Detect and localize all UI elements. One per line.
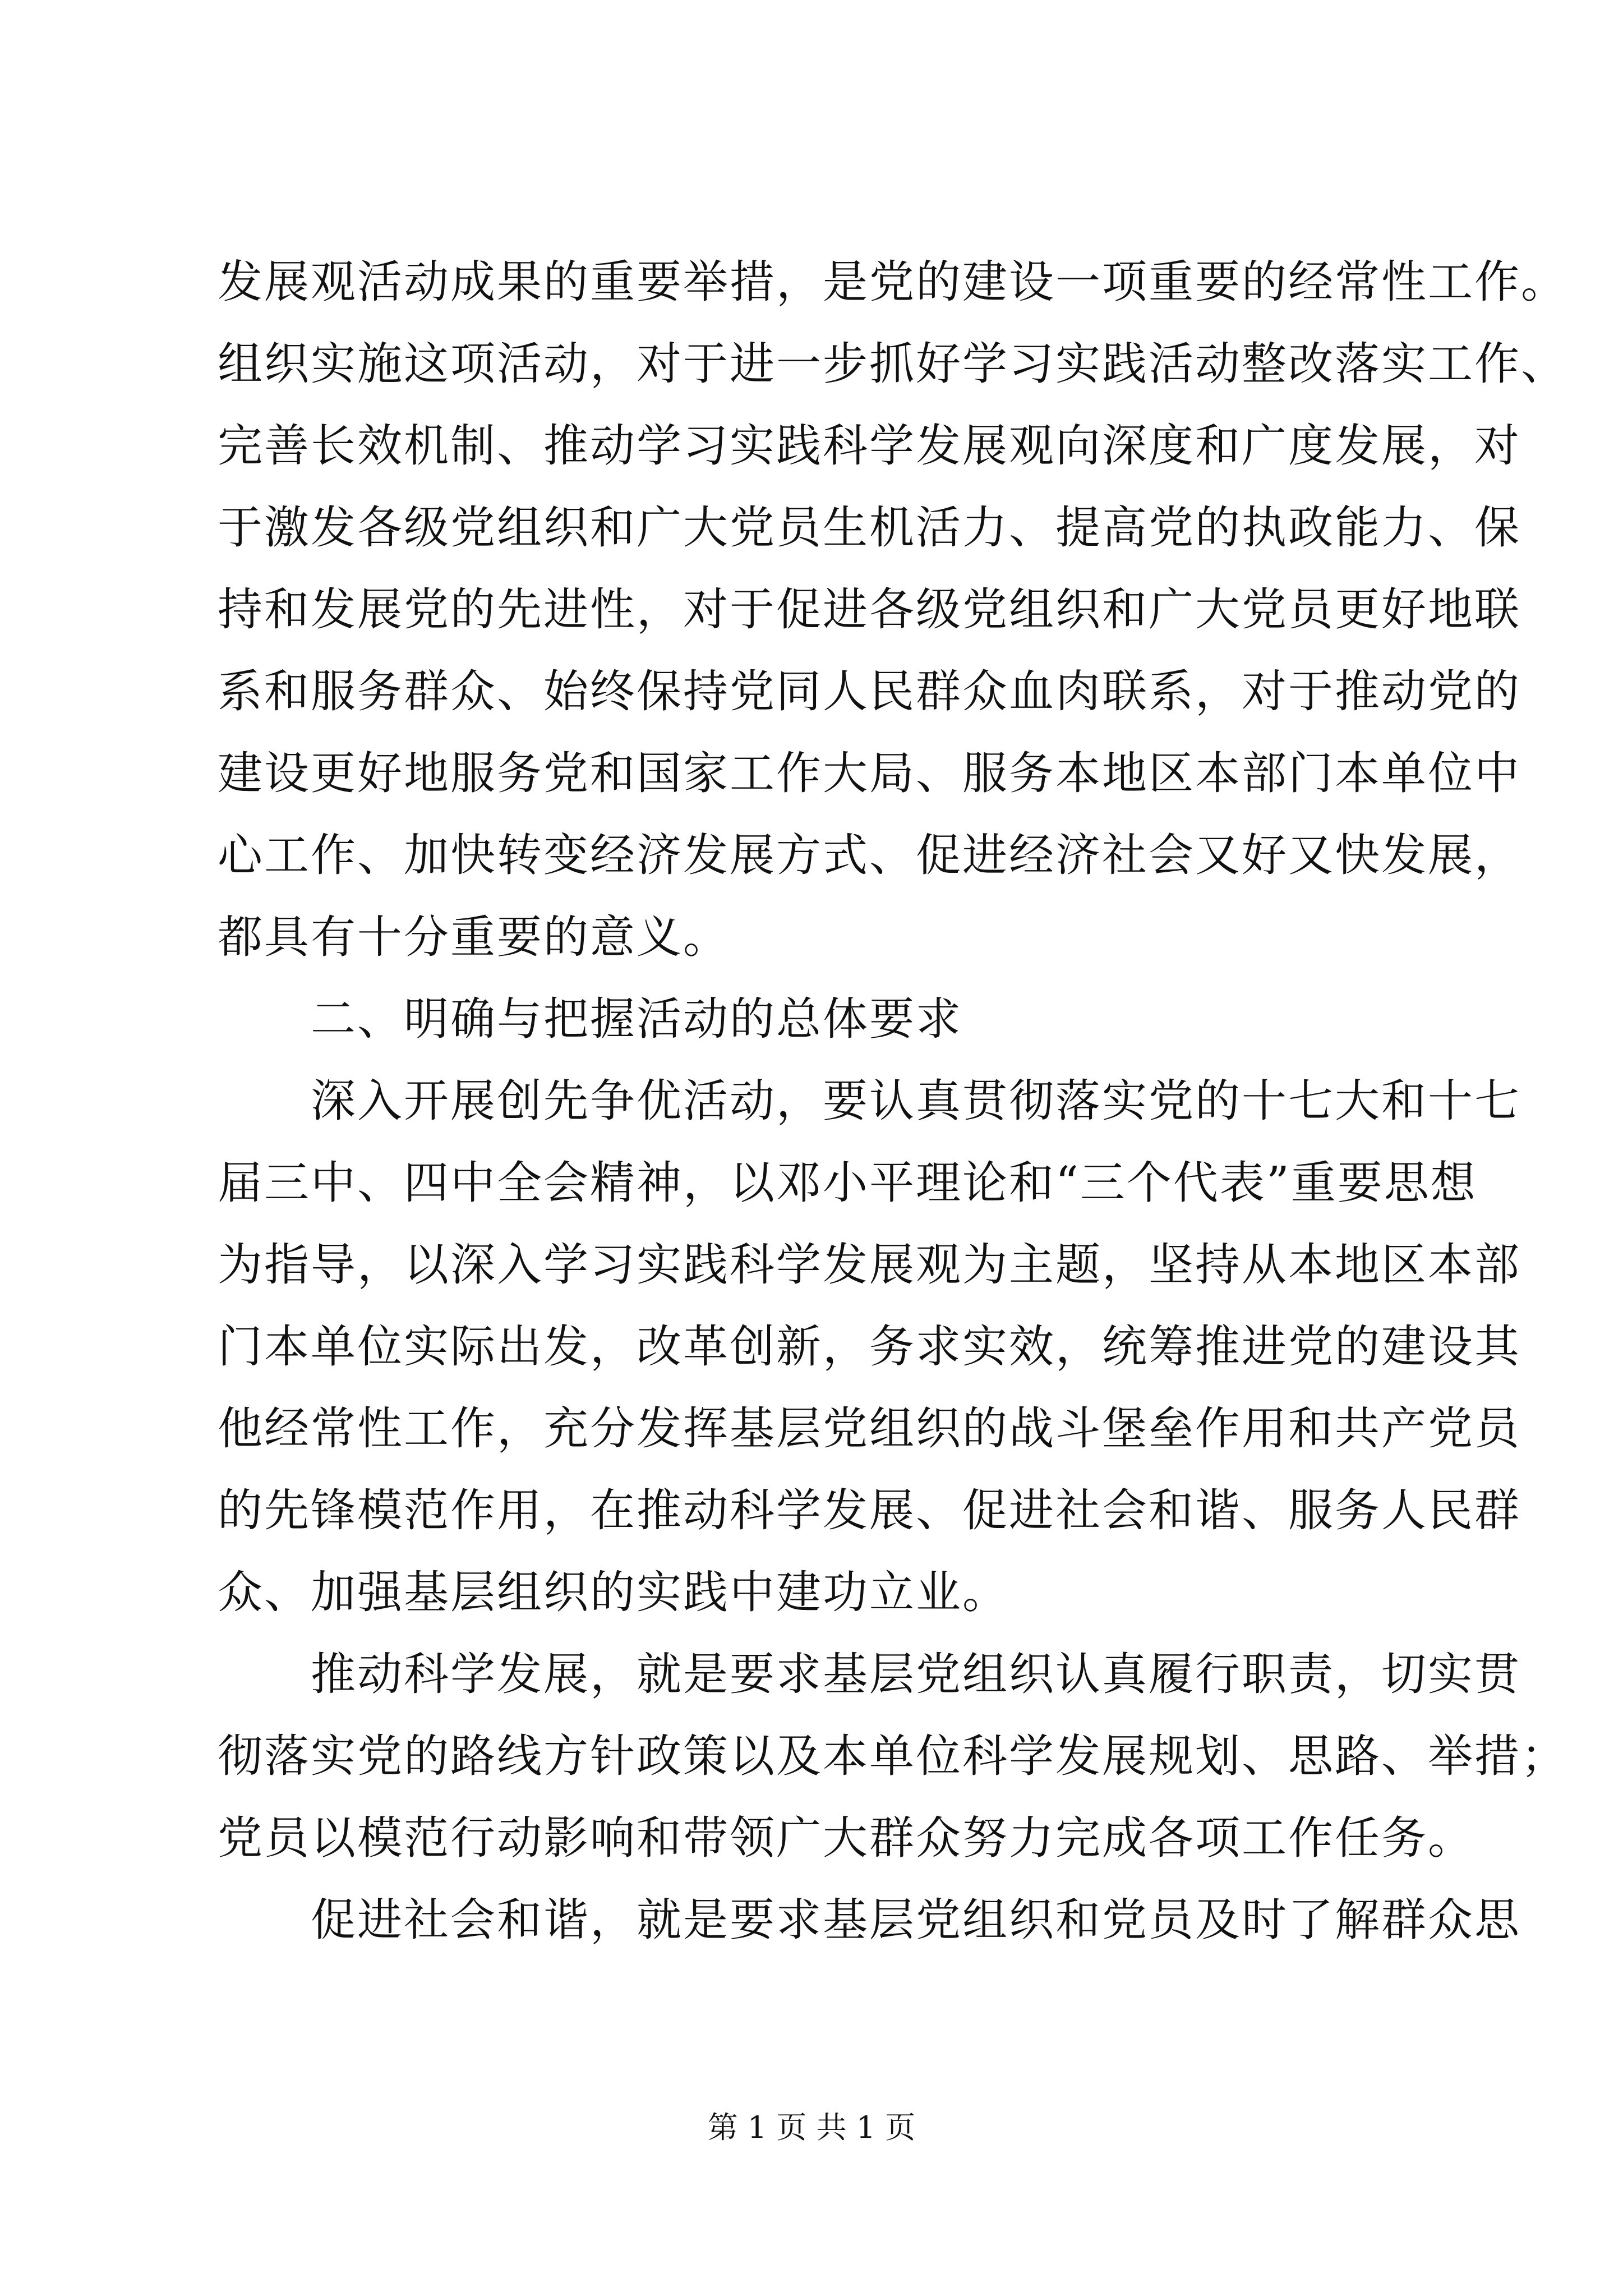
- text-line: 深入开展创先争优活动，要认真贯彻落实党的十七大和十七: [218, 1075, 1521, 1127]
- text-line: 发展观活动成果的重要举措，是党的建设一项重要的经常性工作。: [218, 256, 1567, 308]
- text-line: 为指导，以深入学习实践科学发展观为主题，坚持从本地区本部: [218, 1239, 1521, 1291]
- text-line: 都具有十分重要的意义。: [218, 911, 730, 963]
- text-line: 他经常性工作，充分发挥基层党组织的战斗堡垒作用和共产党员: [218, 1402, 1521, 1455]
- text-line: 完善长效机制、推动学习实践科学发展观向深度和广度发展，对: [218, 420, 1521, 472]
- text-line: 促进社会和谐，就是要求基层党组织和党员及时了解群众思: [218, 1894, 1521, 1946]
- text-line: 门本单位实际出发，改革创新，务求实效，统筹推进党的建设其: [218, 1320, 1521, 1373]
- section-heading: 二、明确与把握活动的总体要求: [218, 993, 962, 1045]
- text-line: 系和服务群众、始终保持党同人民群众血肉联系，对于推动党的: [218, 665, 1521, 717]
- text-line: 推动科学发展，就是要求基层党组织认真履行职责，切实贯: [218, 1648, 1521, 1700]
- text-line: 届三中、四中全会精神，以邓小平理论和“三个代表”重要思想: [218, 1157, 1477, 1209]
- document-body: [218, 241, 1567, 1961]
- text-line: 持和发展党的先进性，对于促进各级党组织和广大党员更好地联: [218, 583, 1521, 636]
- text-line: 党员以模范行动影响和带领广大群众努力完成各项工作任务。: [218, 1812, 1474, 1864]
- text-line: 于激发各级党组织和广大党员生机活力、提高党的执政能力、保: [218, 501, 1521, 554]
- text-line: 组织实施这项活动，对于进一步抓好学习实践活动整改落实工作、: [218, 338, 1567, 390]
- page-footer: 第 1 页 共 1 页: [707, 2110, 916, 2145]
- text-line: 建设更好地服务党和国家工作大局、服务本地区本部门本单位中: [218, 747, 1521, 799]
- text-line: 心工作、加快转变经济发展方式、促进经济社会又好又快发展，: [218, 829, 1521, 881]
- text-line: 彻落实党的路线方针政策以及本单位科学发展规划、思路、举措；: [218, 1730, 1567, 1782]
- text-line: 众、加强基层组织的实践中建功立业。: [218, 1566, 1009, 1618]
- text-line: 的先锋模范作用，在推动科学发展、促进社会和谐、服务人民群: [218, 1484, 1521, 1536]
